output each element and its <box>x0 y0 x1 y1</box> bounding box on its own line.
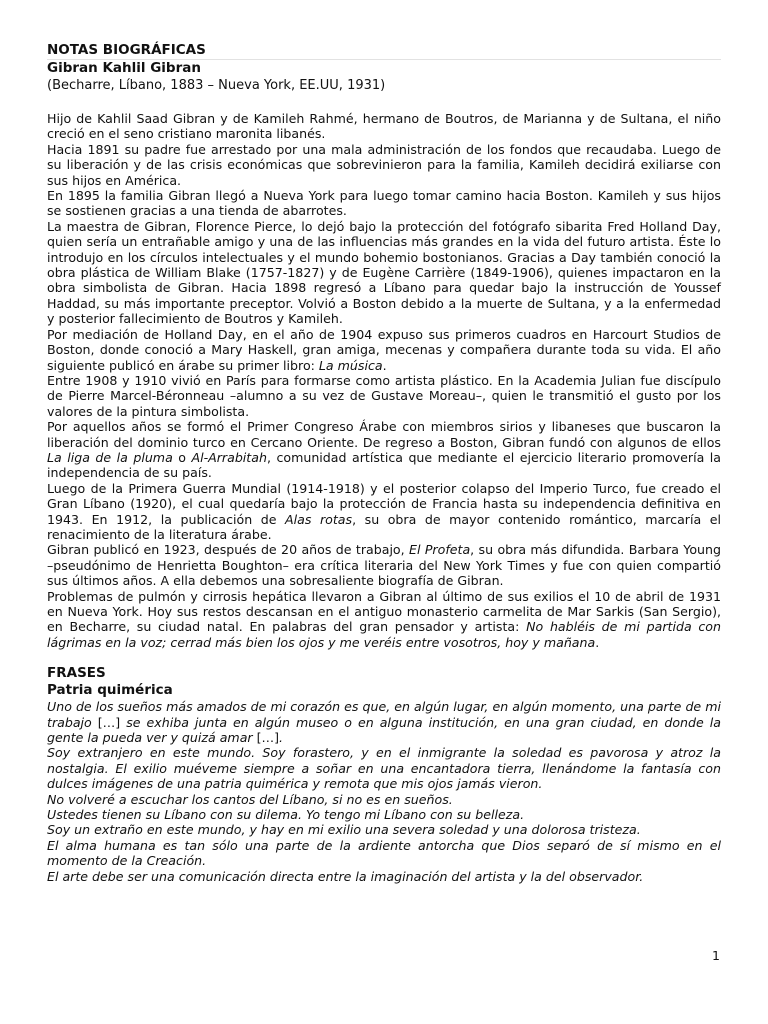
text-run: , su obra de mayor contenido romántico, marcaría el renacimiento de la literatura árabe. <box>47 511 721 542</box>
bio-paragraph <box>47 327 721 373</box>
quote: Soy un extraño en este mundo, y hay en mi exilio una severa soledad y una dolorosa tristeza. <box>47 822 641 838</box>
group-name: La liga de la pluma <box>47 449 173 465</box>
bio-paragraph: Hijo de Kahlil Saad Gibran y de Kamileh Rahmé, hermano de Boutros, de Marianna y de Sultana, el niño creció en el seno cristiano maronita libanés. <box>47 111 721 142</box>
text-run: Problemas de pulmón y cirrosis hepática llevaron a Gibran al último de sus exilios el 10 de abril de 1931 en Nueva York. Hoy sus restos descansan en el antiguo monasterio carmelita de Mar Sarkis (San Sergio), en Becharre, su ciudad natal. En palabras del gran pensador y artista: <box>47 588 721 635</box>
bio-paragraph <box>47 542 721 588</box>
book-title: El Profeta <box>409 542 471 558</box>
text-run: . <box>595 634 600 650</box>
bio-paragraph: En 1895 la familia Gibran llegó a Nueva York para luego tomar camino hacia Boston. Kamileh y sus hijos se sostienen gracias a una tienda de abarrotes. <box>47 188 721 219</box>
text-run: Por aquellos años se formó el Primer Congreso Árabe con miembros sirios y libaneses que buscaron la liberación del dominio turco en Cercano Oriente. De regreso a Boston, Gibran fundó con algunos de ellos <box>47 419 721 450</box>
text-run: . <box>382 357 387 373</box>
phrases-title: FRASES <box>47 665 106 682</box>
text-run: . <box>279 730 284 746</box>
bio-paragraph: Entre 1908 y 1910 vivió en París para formarse como artista plástico. En la Academia Julian fue discípulo de Pierre Marcel-Béronneau –alumno a su vez de Gustave Moreau–, quien le transmitió el gusto por los valores de la pintura simbolista. <box>47 372 721 419</box>
bio-paragraph <box>47 419 721 481</box>
text-run: Uno de los sueños más amados de mi corazón es que, en algún lugar, en algún momento, una parte de mi trabajo <box>47 699 721 730</box>
text-run: Por mediación de Holland Day, en el año de 1904 expuso sus primeros cuadros en Harcourt Studios de Boston, donde conoció a Mary Haskell, gran amiga, mecenas y compañera durante toda su vida. El año siguiente publicó en árabe su primer libro: <box>47 326 721 373</box>
quote: Soy extranjero en este mundo. Soy forastero, y en el inmigrante la soledad es pavorosa y atroz la nostalgia. El exilio muéveme siempre a soñar en una encantadora tierra, llenándome la fantasía con dulces imágenes de una patria quimérica y remota que mis ojos jamás vieron. <box>47 745 721 792</box>
text-run: Luego de la Primera Guerra Mundial (1914-1918) y el posterior colapso del Imperio Turco, fue creado el Gran Líbano (1920), el cual quedaría bajo la protección de Francia hasta su independencia definitiva en 1943. En 1912, la publicación de <box>47 480 721 527</box>
bio-paragraph: Hacia 1891 su padre fue arrestado por una mala administración de los fondos que recaudaba. Luego de su liberación y de las crisis económicas que sobrevinieron para la familia, Kamileh decidirá exiliarse con sus hijos en América. <box>47 141 721 188</box>
bio-paragraph <box>47 481 721 543</box>
text-run: Gibran publicó en 1923, después de 20 años de trabajo, <box>47 542 410 558</box>
bio-paragraph <box>47 589 721 651</box>
text-run: , comunidad artística que mediante el ejercicio literario promovería la independencia de su país. <box>47 449 721 481</box>
text-run: , su obra más difundida. Barbara Young –pseudónimo de Henrietta Boughton– era crítica literaria del New York Times y fue con quien compartió sus últimos años. A ella debemos una sobresaliente biografía de Gibran. <box>47 542 721 589</box>
phrases-subtitle: Patria quimérica <box>47 682 173 699</box>
quote: El alma humana es tan sólo una parte de la ardiente antorcha que Dios separó de sí mismo en el momento de la Creación. <box>47 837 721 869</box>
quote <box>47 699 721 745</box>
author-dates: (Becharre, Líbano, 1883 – Nueva York, EE.UU, 1931) <box>47 78 386 93</box>
book-title: Alas rotas <box>285 511 353 527</box>
text-run: o <box>172 449 192 465</box>
book-title: La música <box>318 357 383 373</box>
page-number: 1 <box>712 948 720 963</box>
quote: El arte debe ser una comunicación directa entre la imaginación del artista y la del observador. <box>47 868 644 884</box>
ellipsis-bracket: […] <box>256 730 280 746</box>
quote-text: No habléis de mi partida con lágrimas en la voz; cerrad más bien los ojos y me veréis entre vosotros, hoy y mañana <box>47 619 721 650</box>
author-name: Gibran Kahlil Gibran <box>47 59 721 77</box>
biography-section <box>47 111 721 650</box>
group-name: Al-Arrabitah <box>191 449 267 465</box>
quote: No volveré a escuchar los cantos del Líbano, si no es en sueños. <box>47 791 453 807</box>
quote: Ustedes tienen su Líbano con su dilema. Yo tengo mi Líbano con su belleza. <box>47 807 525 823</box>
text-run: se exhiba junta en algún museo o en alguna institución, en una gran ciudad, en donde la gente la pueda ver y quizá amar <box>47 714 721 746</box>
bio-paragraph: La maestra de Gibran, Florence Pierce, lo dejó bajo la protección del fotógrafo sibarita Fred Holland Day, quien sería un entrañable amigo y una de las influencias más grandes en la vida del futuro artista. Éste lo introdujo en los círculos intelectuales y el mundo bohemio bostonianos. Gracias a Day también conoció la obra plástica de William Blake (1757-1827) y de Eugène Carrière (1849-1906), quienes impactaron en la obra simbolista de Gibran. Hacia 1898 regresó a Líbano para quedar bajo la instrucción de Youssef Haddad, su más importante preceptor. Volvió a Boston debido a la muerte de Sultana, y a la enfermedad y posterior fallecimiento de Boutros y Kamileh. <box>47 218 721 327</box>
ellipsis-bracket: […] <box>97 714 121 730</box>
phrases-section <box>47 699 721 884</box>
document-title: NOTAS BIOGRÁFICAS <box>47 42 206 58</box>
